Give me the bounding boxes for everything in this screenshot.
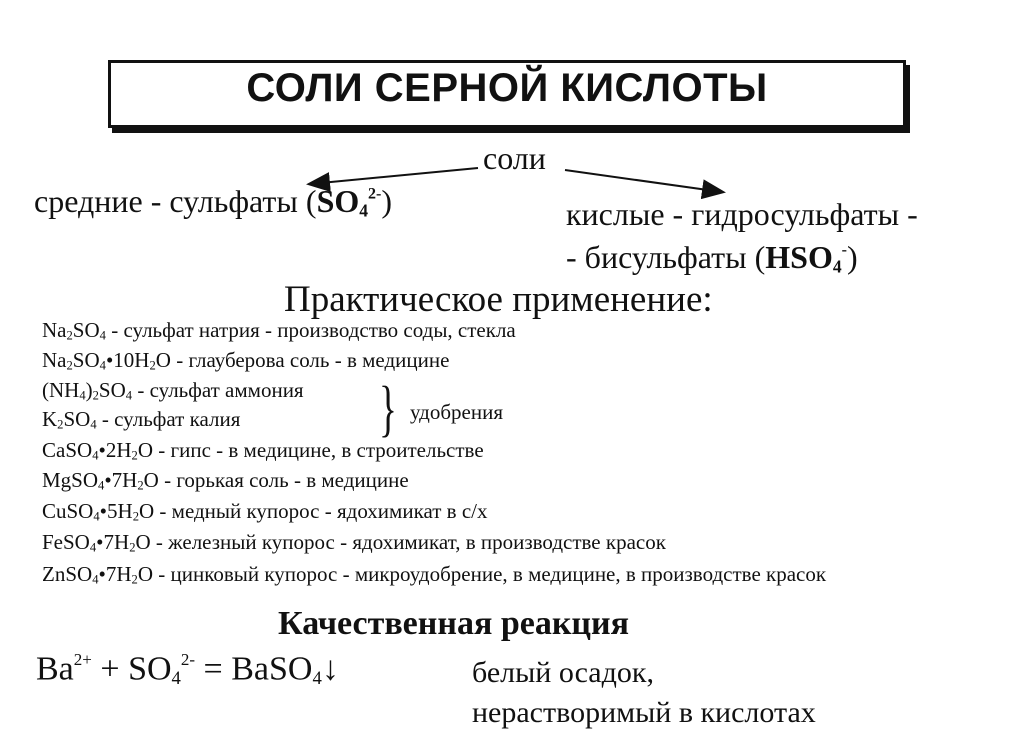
formula-part: 2 — [131, 448, 138, 463]
hydrosulfate-ion: $HSO_4^-$ — [765, 239, 847, 277]
formula-part: Na — [42, 348, 67, 372]
application-row — [42, 530, 666, 556]
formula-part: 2 — [129, 540, 136, 555]
formula-part: •5H — [99, 499, 133, 523]
formula-part: 2 — [92, 388, 99, 403]
practical-heading: Практическое применение: — [284, 279, 713, 320]
formula-part: 4 — [99, 328, 106, 343]
reaction-equation: $Ba^{2+} + SO_4^{2-}$ = BaSO$_4$↓ — [36, 650, 339, 690]
formula-part: 4 — [92, 572, 99, 587]
sulfate-ion: $SO_4^{2-}$ — [316, 183, 382, 221]
formula-part: 2 — [149, 358, 156, 373]
application-row — [42, 438, 484, 464]
application-description: - цинковый купорос - микроудобрение, в медицине, в производстве красок — [152, 562, 827, 586]
result-line1: белый осадок, — [472, 656, 654, 689]
formula-part: 4 — [79, 388, 86, 403]
application-description: - сульфат калия — [96, 407, 241, 431]
arrow-left — [310, 168, 478, 184]
application-description: - железный купорос - ядохимикат, в производстве красок — [150, 530, 666, 554]
formula-part: 4 — [89, 540, 97, 555]
formula-part: 4 — [92, 448, 99, 463]
application-row — [42, 378, 304, 404]
application-description: - глауберова соль - в медицине — [170, 348, 450, 372]
formula-part: 2 — [66, 328, 73, 343]
formula-part: O — [137, 562, 153, 586]
formula-part: (NH — [42, 378, 80, 402]
quality-heading: Качественная реакция — [278, 605, 630, 642]
application-description: - сульфат натрия - производство соды, стекла — [105, 318, 516, 342]
formula-part: SO — [72, 318, 100, 342]
formula-part: SO — [72, 348, 100, 372]
formula-part: •7H — [104, 468, 138, 492]
application-row — [42, 499, 487, 525]
application-row — [42, 318, 516, 344]
formula-part: •2H — [98, 438, 132, 462]
formula-part: •7H — [98, 562, 132, 586]
formula-part: CaSO — [42, 438, 93, 462]
result-line2: нерастворимый в кислотах — [472, 696, 816, 729]
application-description: - сульфат аммония — [132, 378, 304, 402]
formula-part: O — [135, 530, 151, 554]
acid-salts-line2: - бисульфаты $(HSO_4^-)$ — [566, 239, 858, 277]
formula-part: 4 — [93, 509, 100, 524]
application-row — [42, 562, 826, 588]
salts-label: соли — [483, 140, 546, 176]
formula-part: CuSO — [42, 499, 94, 523]
neutral-salts-text: средние - сульфаты ( — [34, 183, 317, 219]
formula-part: O — [155, 348, 171, 372]
formula-part: •7H — [96, 530, 130, 554]
neutral-salts: средние - сульфаты $(SO_4^{2-})$ — [34, 183, 393, 221]
formula-part: ZnSO — [42, 562, 93, 586]
application-description: - гипс - в медицине, в строительстве — [152, 438, 484, 462]
arrow-right — [565, 170, 722, 192]
formula-part: O — [137, 438, 153, 462]
formula-part: O — [138, 499, 155, 523]
formula-part: 2 — [66, 358, 73, 373]
formula-part: MgSO — [42, 468, 99, 492]
formula-part: SO — [98, 378, 126, 402]
formula-part: 2 — [137, 478, 144, 493]
formula-part: 2 — [131, 572, 138, 587]
brace-icon: } — [378, 375, 397, 443]
application-row — [42, 407, 240, 433]
application-description: - горькая соль - в медицине — [158, 468, 409, 492]
formula-part: 2 — [132, 509, 139, 524]
precipitate-arrow-icon: ↓ — [321, 650, 339, 688]
formula-part: 4 — [99, 358, 106, 373]
formula-part: 4 — [98, 478, 105, 493]
formula-part: FeSO — [42, 530, 90, 554]
formula-part: 4 — [125, 388, 133, 403]
page-title: СОЛИ СЕРНОЙ КИСЛОТЫ — [246, 66, 768, 110]
formula-part: ) — [85, 378, 93, 402]
formula-part: Na — [42, 318, 67, 342]
formula-part: 2 — [57, 417, 64, 432]
formula-part: •10H — [105, 348, 150, 372]
application-row — [42, 468, 409, 494]
fertilizer-label: удобрения — [410, 400, 504, 424]
application-description: - медный купорос - ядохимикат в с/х — [154, 499, 488, 523]
acid-salts-line1: кислые - гидросульфаты - — [566, 196, 918, 232]
formula-part: SO — [63, 407, 91, 431]
application-row — [42, 348, 449, 374]
formula-part: O — [143, 468, 159, 492]
formula-part: 4 — [90, 417, 97, 432]
formula-part: K — [42, 407, 58, 431]
